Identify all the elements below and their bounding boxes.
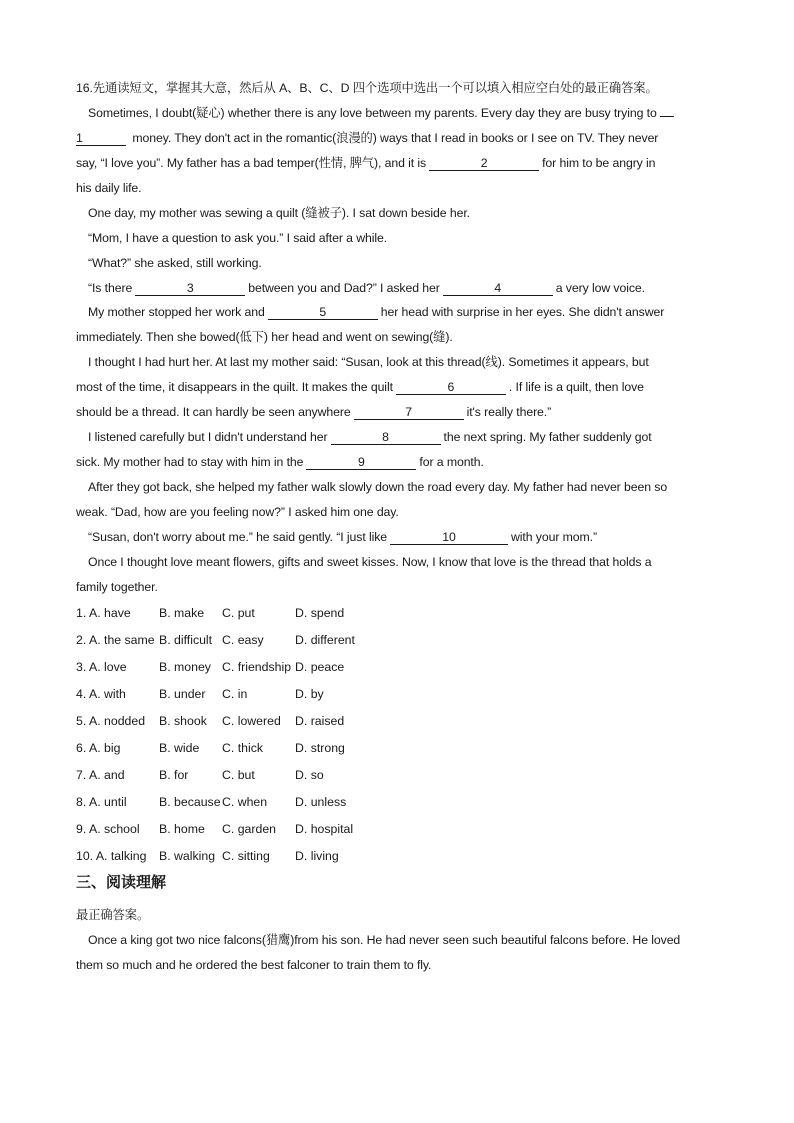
- blank-10[interactable]: 10: [390, 530, 508, 545]
- option-3b[interactable]: B. money: [159, 660, 211, 674]
- passage-line-5: One day, my mother was sewing a quilt (缝被子). I sat down beside her.: [88, 206, 470, 220]
- option-8b[interactable]: B. because: [159, 795, 221, 809]
- blank-9[interactable]: 9: [306, 455, 416, 470]
- option-9c[interactable]: C. garden: [222, 822, 277, 836]
- passage-line-17: weak. “Dad, how are you feeling now?” I asked him one day.: [76, 505, 399, 519]
- question-header: 16.先通读短文，掌握其大意，然后从 A、B、C、D 四个选项中选出一个可以填入相应空白处的最正确答案。: [76, 81, 658, 95]
- passage-line-20: family together.: [76, 580, 158, 594]
- blank-7[interactable]: 7: [354, 405, 464, 420]
- option-8d[interactable]: D. unless: [295, 795, 347, 809]
- section-intro: 最正确答案。: [76, 908, 150, 922]
- passage-line-14: I listened carefully but I didn't understand her 8 the next spring. My father suddenly got: [88, 430, 652, 444]
- passage-line-4: his daily life.: [76, 181, 142, 195]
- option-6c[interactable]: C. thick: [222, 741, 263, 755]
- blank-1-start[interactable]: [660, 116, 674, 117]
- option-6b[interactable]: B. wide: [159, 741, 200, 755]
- option-1b[interactable]: B. make: [159, 606, 205, 620]
- passage-line-3: say, “I love you”. My father has a bad temper(性情, 脾气), and it is 2 for him to be angry in: [76, 156, 656, 170]
- option-7a[interactable]: 7. A. and: [76, 768, 125, 782]
- option-4b[interactable]: B. under: [159, 687, 206, 701]
- option-1a[interactable]: 1. A. have: [76, 606, 131, 620]
- option-9b[interactable]: B. home: [159, 822, 205, 836]
- option-10a[interactable]: 10. A. talking: [76, 849, 147, 863]
- passage-line-15: sick. My mother had to stay with him in the 9 for a month.: [76, 455, 484, 469]
- passage-line-10: immediately. Then she bowed(低下) her head and went on sewing(缝).: [76, 330, 453, 344]
- option-2b[interactable]: B. difficult: [159, 633, 213, 647]
- blank-3[interactable]: 3: [135, 281, 245, 296]
- option-9a[interactable]: 9. A. school: [76, 822, 140, 836]
- option-6a[interactable]: 6. A. big: [76, 741, 121, 755]
- option-5a[interactable]: 5. A. nodded: [76, 714, 146, 728]
- passage-line-7: “What?” she asked, still working.: [88, 256, 262, 270]
- blank-4[interactable]: 4: [443, 281, 553, 296]
- option-5b[interactable]: B. shook: [159, 714, 207, 728]
- option-10d[interactable]: D. living: [295, 849, 339, 863]
- passage-line-12: most of the time, it disappears in the quilt. It makes the quilt 6 . If life is a quilt, then love: [76, 380, 644, 394]
- passage-line-8: “Is there 3 between you and Dad?” I asked her 4 a very low voice.: [88, 281, 645, 295]
- option-9d[interactable]: D. hospital: [295, 822, 354, 836]
- blank-8[interactable]: 8: [331, 430, 441, 445]
- reading-line-2: them so much and he ordered the best falconer to train them to fly.: [76, 958, 432, 972]
- passage-line-19: Once I thought love meant flowers, gifts and sweet kisses. Now, I know that love is the thread that holds a: [88, 555, 652, 569]
- option-3a[interactable]: 3. A. love: [76, 660, 127, 674]
- option-4c[interactable]: C. in: [222, 687, 248, 701]
- passage-line-6: “Mom, I have a question to ask you.” I said after a while.: [88, 231, 388, 245]
- option-5c[interactable]: C. lowered: [222, 714, 281, 728]
- passage-line-2: 1 money. They don't act in the romantic(浪漫的) ways that I read in books or I see on TV. They never: [76, 131, 659, 145]
- option-7c[interactable]: C. but: [222, 768, 255, 782]
- option-8a[interactable]: 8. A. until: [76, 795, 127, 809]
- option-2c[interactable]: C. easy: [222, 633, 264, 647]
- passage-line-18: “Susan, don't worry about me.” he said gently. “I just like 10 with your mom.”: [88, 530, 597, 544]
- option-4a[interactable]: 4. A. with: [76, 687, 126, 701]
- option-3d[interactable]: D. peace: [295, 660, 345, 674]
- passage-line-16: After they got back, she helped my father walk slowly down the road every day. My father had never been so: [88, 480, 668, 494]
- passage-line-13: should be a thread. It can hardly be seen anywhere 7 it's really there.”: [76, 405, 552, 419]
- option-2d[interactable]: D. different: [295, 633, 355, 647]
- option-10c[interactable]: C. sitting: [222, 849, 270, 863]
- option-6d[interactable]: D. strong: [295, 741, 345, 755]
- option-1d[interactable]: D. spend: [295, 606, 345, 620]
- passage-line-11: I thought I had hurt her. At last my mother said: “Susan, look at this thread(线). Sometimes it appears, but: [88, 355, 649, 369]
- option-3c[interactable]: C. friendship: [222, 660, 292, 674]
- blank-2[interactable]: 2: [429, 156, 539, 171]
- option-10b[interactable]: B. walking: [159, 849, 216, 863]
- option-7d[interactable]: D. so: [295, 768, 324, 782]
- option-7b[interactable]: B. for: [159, 768, 189, 782]
- option-4d[interactable]: D. by: [295, 687, 324, 701]
- blank-6[interactable]: 6: [396, 380, 506, 395]
- passage-line-9: My mother stopped her work and 5 her head with surprise in her eyes. She didn't answer: [88, 305, 665, 319]
- option-8c[interactable]: C. when: [222, 795, 268, 809]
- blank-1[interactable]: 1: [76, 131, 126, 146]
- option-5d[interactable]: D. raised: [295, 714, 345, 728]
- reading-line-1: Once a king got two nice falcons(猎鹰)from his son. He had never seen such beautiful falcons before. He loved: [88, 933, 681, 947]
- section-heading: 三、阅读理解: [76, 873, 167, 891]
- passage-line-1: Sometimes, I doubt(疑心) whether there is any love between my parents. Every day they are busy trying to: [88, 105, 720, 121]
- option-1c[interactable]: C. put: [222, 606, 255, 620]
- blank-5[interactable]: 5: [268, 305, 378, 320]
- option-2a[interactable]: 2. A. the same: [76, 633, 155, 647]
